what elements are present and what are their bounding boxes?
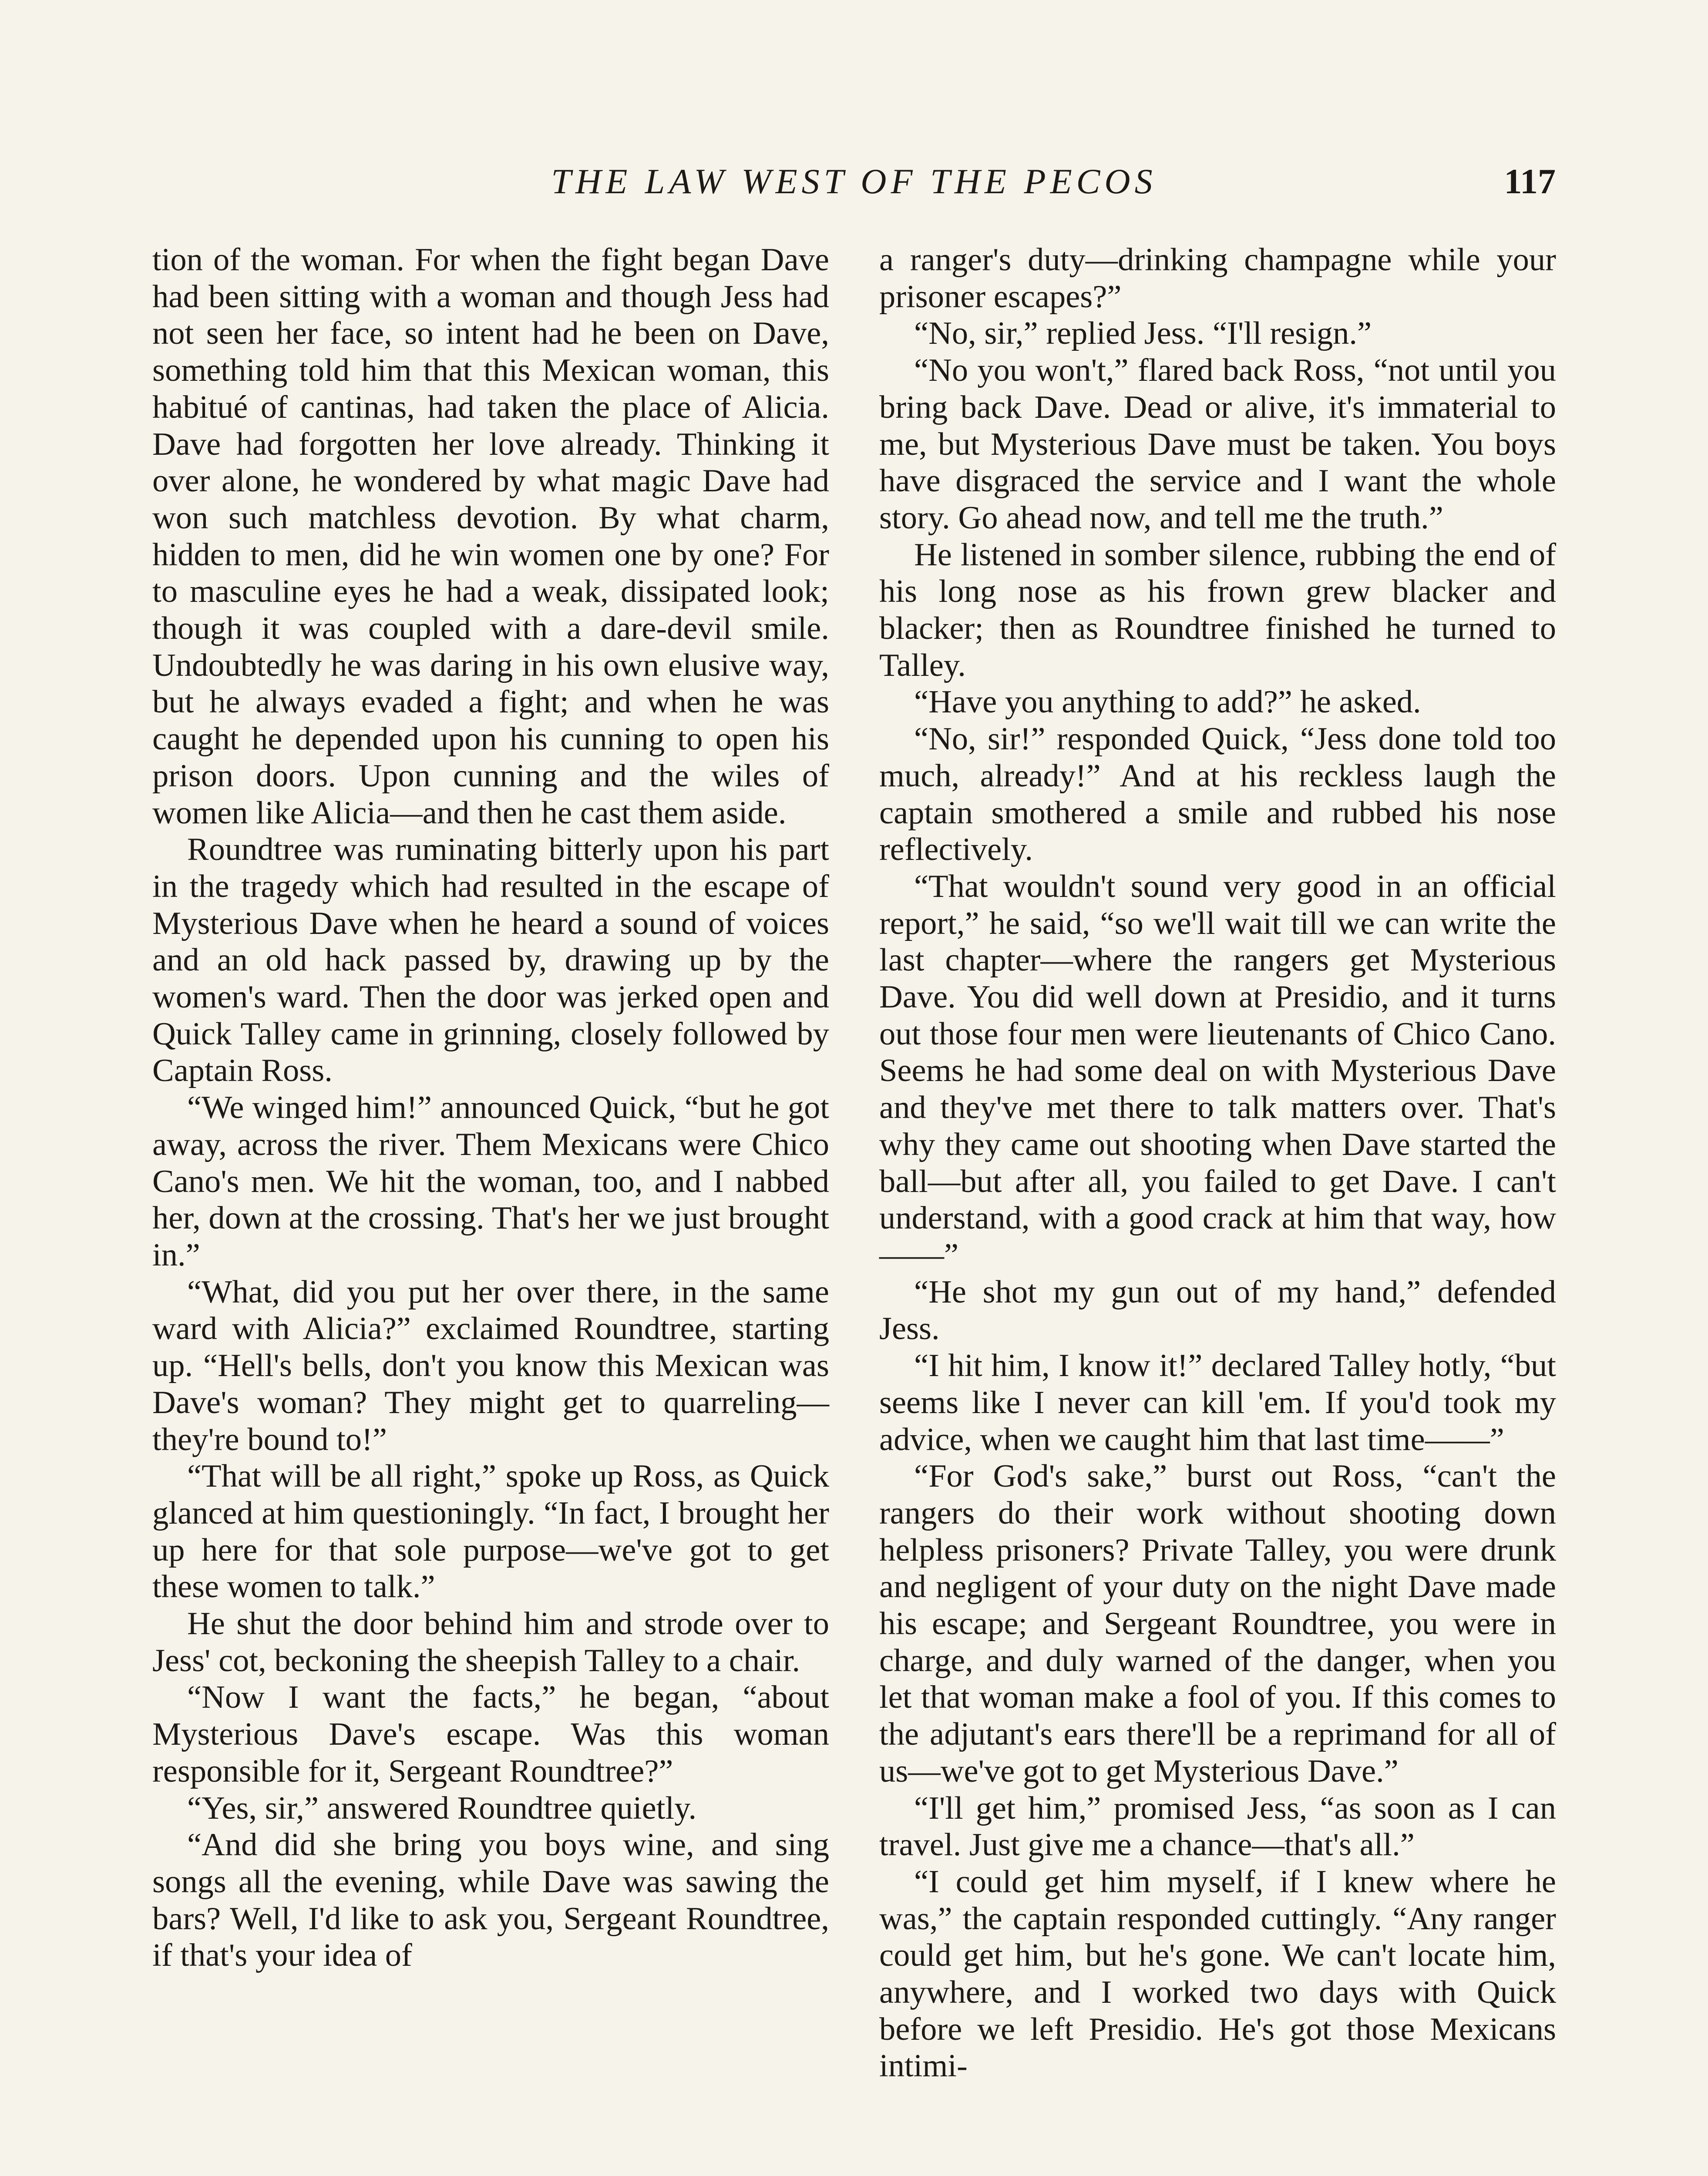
left-column (152, 242, 829, 1974)
paragraph: “That wouldn't sound very good in an official report,” he said, “so we'll wait till we can write the last chapter—where the rangers get Mysterious Dave. You did well down at Presidio, and it turns out those four men were lieutenants of Chico Cano. Seems he had some deal on with Mysterious Dave and they've met there to talk matters over. That's why they came out shooting when Dave started the ball—but after all, you failed to get Dave. I can't understand, with a good crack at him that way, how——” (879, 868, 1556, 1273)
paragraph: “He shot my gun out of my hand,” defended Jess. (879, 1274, 1556, 1347)
page-header (152, 161, 1556, 209)
right-column (879, 242, 1556, 2085)
paragraph: Roundtree was ruminating bitterly upon his part in the tragedy which had resulted in the escape of Mysterious Dave when he heard a sound of voices and an old hack passed by, drawing up by the women's ward. Then the door was jerked open and Quick Talley came in grinning, closely followed by Captain Ross. (152, 832, 829, 1089)
paragraph: “Now I want the facts,” he began, “about Mysterious Dave's escape. Was this woman responsible for it, Sergeant Roundtree?” (152, 1679, 829, 1789)
paragraph: “What, did you put her over there, in the same ward with Alicia?” exclaimed Roundtree, starting up. “Hell's bells, don't you know this Mexican was Dave's woman? They might get to quarreling—they're bound to!” (152, 1274, 829, 1457)
running-title: THE LAW WEST OF THE PECOS (551, 161, 1157, 201)
paragraph: “I could get him myself, if I knew where he was,” the captain responded cuttingly. “Any ranger could get him, but he's gone. We can't locate him, anywhere, and I worked two days with Quick before we left Presidio. He's got those Mexicans intimi- (879, 1864, 1556, 2084)
paragraph: a ranger's duty—drinking champagne while your prisoner escapes?” (879, 242, 1556, 315)
paragraph: “We winged him!” announced Quick, “but he got away, across the river. Them Mexicans were Chico Cano's men. We hit the woman, too, and I nabbed her, down at the crossing. That's her we just brought in.” (152, 1090, 829, 1273)
paragraph: “I hit him, I know it!” declared Talley hotly, “but seems like I never can kill 'em. If you'd took my advice, when we caught him that last time——” (879, 1348, 1556, 1457)
paragraph: “I'll get him,” promised Jess, “as soon as I can travel. Just give me a chance—that's all.” (879, 1790, 1556, 1863)
paragraph: “No, sir!” responded Quick, “Jess done told too much, already!” And at his reckless laugh the captain smothered a smile and rubbed his nose reflectively. (879, 721, 1556, 868)
paragraph: “No, sir,” replied Jess. “I'll resign.” (914, 316, 1372, 352)
paragraph: “Yes, sir,” answered Roundtree quietly. (187, 1790, 697, 1826)
paragraph: “And did she bring you boys wine, and sing songs all the evening, while Dave was sawing the bars? Well, I'd like to ask you, Sergeant Roundtree, if that's your idea of (152, 1827, 829, 1974)
paragraph: He shut the door behind him and strode over to Jess' cot, beckoning the sheepish Talley to a chair. (152, 1606, 829, 1679)
paragraph: tion of the woman. For when the fight began Dave had been sitting with a woman and though Jess had not seen her face, so intent had he been on Dave, something told him that this Mexican woman, this habitué of cantinas, had taken the place of Alicia. Dave had forgotten her love already. Thinking it over alone, he wondered by what magic Dave had won such matchless devotion. By what charm, hidden to men, did he win women one by one? For to masculine eyes he had a weak, dissipated look; though it was coupled with a dare-devil smile. Undoubtedly he was daring in his own elusive way, but he always evaded a fight; and when he was caught he depended upon his cunning to open his prison doors. Upon cunning and the wiles of women like Alicia—and then he cast them aside. (152, 242, 829, 831)
page-number: 117 (1504, 161, 1556, 201)
paragraph: “No you won't,” flared back Ross, “not until you bring back Dave. Dead or alive, it's immaterial to me, but Mysterious Dave must be taken. You boys have disgraced the service and I want the whole story. Go ahead now, and tell me the truth.” (879, 353, 1556, 536)
paragraph: “For God's sake,” burst out Ross, “can't the rangers do their work without shooting down helpless prisoners? Private Talley, you were drunk and negligent of your duty on the night Dave made his escape; and Sergeant Roundtree, you were in charge, and duly warned of the danger, when you let that woman make a fool of you. If this comes to the adjutant's ears there'll be a reprimand for all of us—we've got to get Mysterious Dave.” (879, 1458, 1556, 1789)
paragraph: He listened in somber silence, rubbing the end of his long nose as his frown grew blacker and blacker; then as Roundtree finished he turned to Talley. (879, 537, 1556, 683)
paragraph: “That will be all right,” spoke up Ross, as Quick glanced at him questioningly. “In fact, I brought her up here for that sole purpose—we've got to get these women to talk.” (152, 1458, 829, 1605)
paragraph: “Have you anything to add?” he asked. (914, 684, 1421, 720)
